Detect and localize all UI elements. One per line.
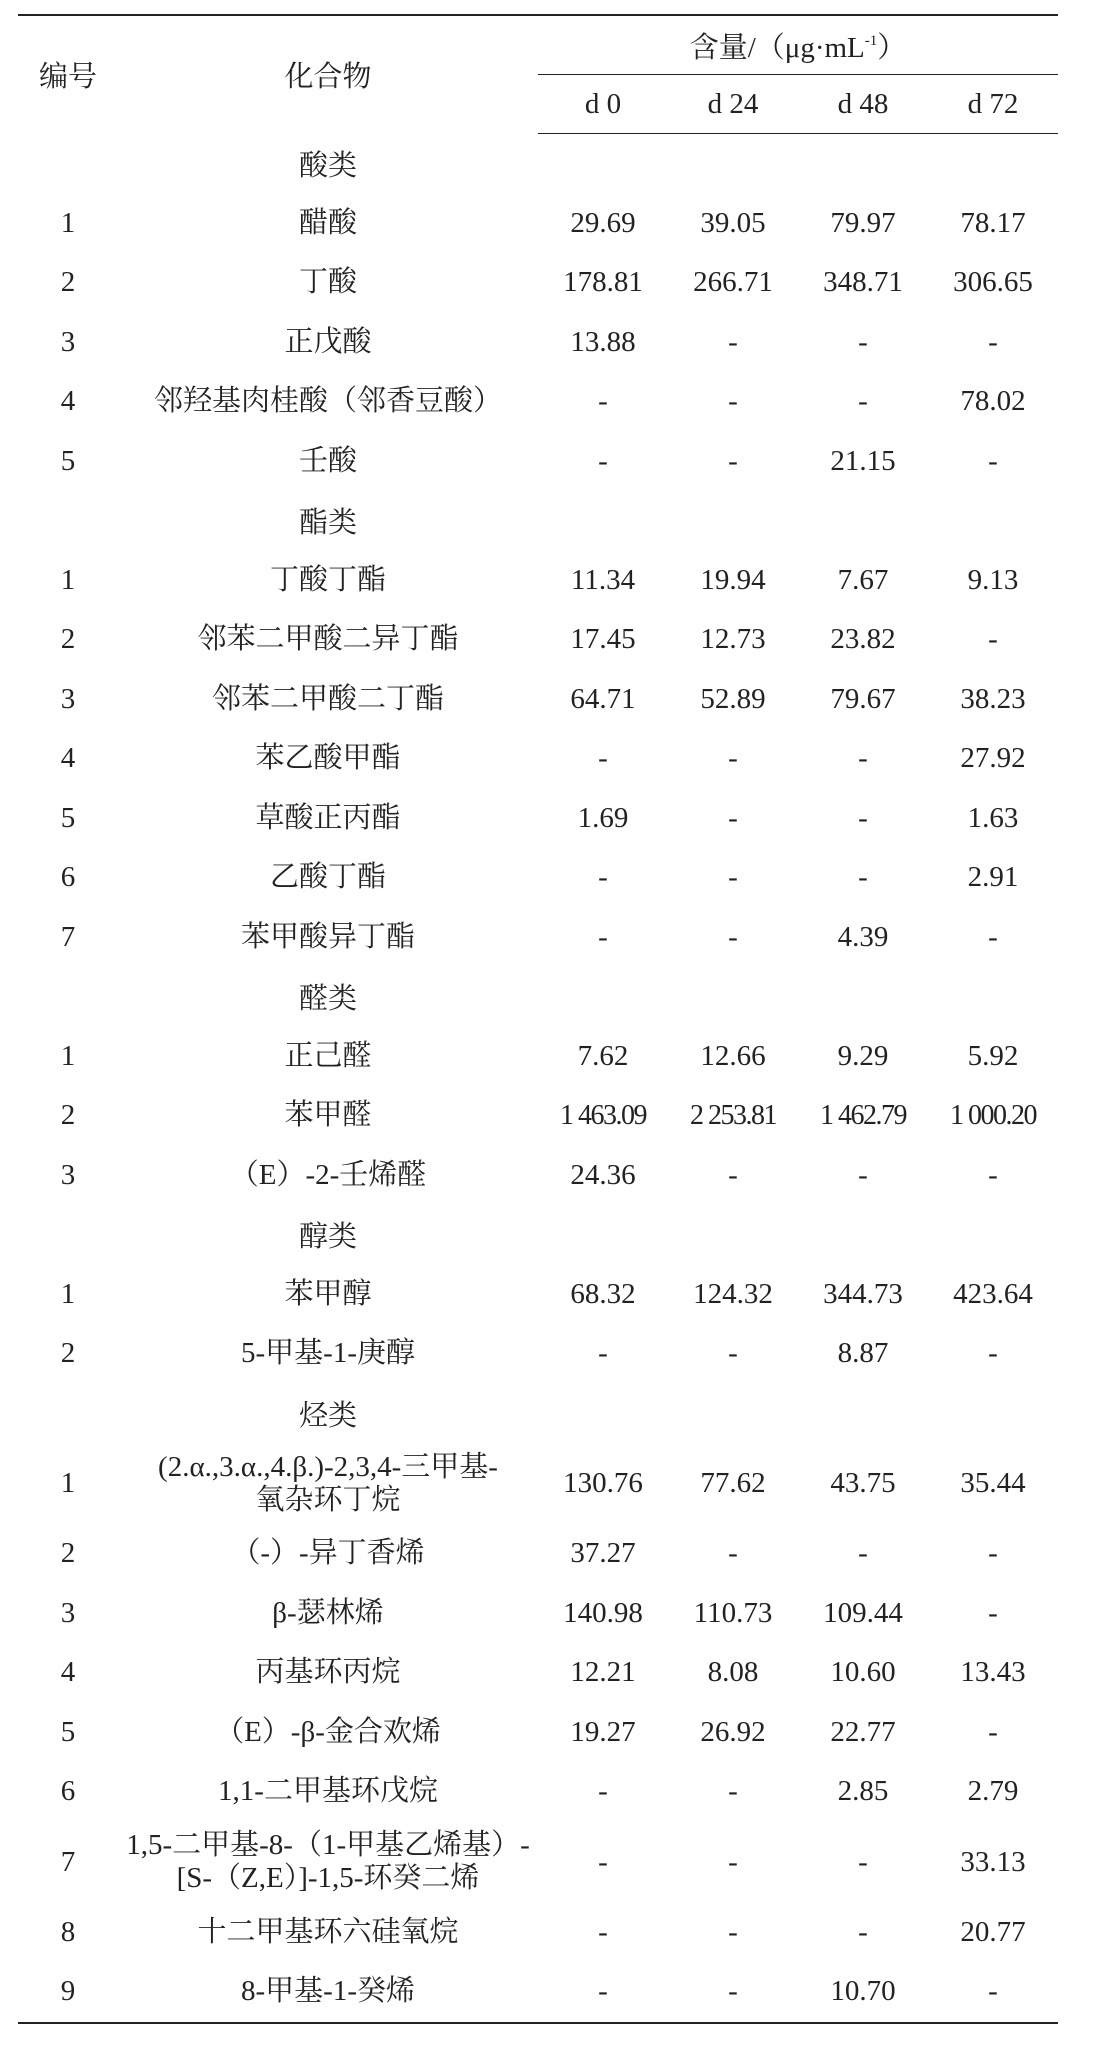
compound-name: 邻苯二甲酸二异丁酯: [197, 623, 459, 656]
value-cell: -: [728, 325, 738, 358]
value-cell: 2.91: [967, 861, 1019, 894]
row-id: 2: [60, 1337, 76, 1370]
category-label: 烃类: [298, 1399, 357, 1432]
row-id: 1: [60, 1039, 76, 1072]
value-cell: 8.08: [707, 1656, 759, 1689]
value-cell: 344.73: [823, 1277, 903, 1310]
category-label: 醛类: [298, 983, 357, 1016]
value-cell: 1.69: [577, 801, 629, 834]
value-cell: 37.27: [570, 1537, 636, 1570]
table-row: [18, 551, 1058, 611]
compound-name: 8-甲基-1-癸烯: [118, 1962, 538, 2023]
row-id: 6: [60, 1775, 76, 1808]
compound-name-line1: 1,5-二甲基-8-（1-甲基乙烯基）-: [126, 1829, 530, 1861]
table-row: [18, 1524, 1058, 1584]
category-empty-cell: [18, 1205, 118, 1265]
value-cell: 9.29: [837, 1039, 889, 1072]
category-label: 酸类: [298, 150, 357, 182]
value-cell: -: [598, 1845, 608, 1878]
value-cell: 29.69: [570, 206, 636, 239]
row-id: 3: [60, 1596, 76, 1629]
value-cell: 2 253.81: [690, 1099, 776, 1131]
value-cell: 64.71: [570, 682, 636, 715]
compound-name: 丁酸丁酯: [269, 563, 386, 596]
row-id: 1: [60, 1277, 76, 1310]
compound-name: 正戊酸: [284, 325, 372, 358]
value-cell: -: [598, 742, 608, 775]
header-day-24: d 24: [668, 75, 798, 134]
value-cell: -: [988, 920, 998, 953]
category-empty-cell: [538, 134, 668, 194]
compound-name: 丙基环丙烷: [255, 1656, 401, 1689]
compound-name: （E）-β-金合欢烯: [215, 1715, 441, 1748]
compound-name: 草酸正丙酯: [255, 801, 401, 834]
table-row: [18, 1086, 1058, 1146]
row-id: 1: [60, 206, 76, 239]
row-id: 2: [60, 623, 76, 656]
value-cell: -: [728, 1537, 738, 1570]
value-cell: 1 000.20: [950, 1099, 1036, 1131]
value-cell: -: [858, 385, 868, 418]
value-cell: 12.73: [700, 623, 766, 656]
compound-name-line1: (2.α.,3.α.,4.β.)-2,3,4-三甲基-: [158, 1450, 498, 1483]
value-cell: -: [598, 861, 608, 894]
value-cell: -: [988, 1715, 998, 1748]
compound-name: （E）-2-壬烯醛: [229, 1158, 427, 1191]
value-cell: -: [728, 1915, 738, 1948]
value-cell: 33.13: [960, 1845, 1026, 1878]
value-cell: -: [988, 1596, 998, 1629]
value-cell: 35.44: [960, 1467, 1026, 1499]
row-id: 3: [60, 325, 76, 358]
value-cell: -: [728, 444, 738, 477]
compound-name: 1,1-二甲基环戊烷: [218, 1775, 438, 1808]
compound-name: 壬酸: [298, 444, 357, 477]
category-empty-cell: [928, 967, 1058, 1027]
category-empty-cell: [18, 1384, 118, 1444]
category-empty-cell: [538, 491, 668, 551]
value-cell: 79.97: [830, 206, 896, 239]
compound-name: 苯乙酸甲酯: [255, 742, 401, 775]
table-row: [18, 253, 1058, 313]
value-cell: -: [728, 1337, 738, 1370]
value-cell: 19.94: [700, 563, 766, 596]
header-id: 编号: [18, 15, 118, 134]
value-cell: -: [858, 801, 868, 834]
row-id: 4: [60, 742, 76, 775]
header-day-48: d 48: [798, 75, 928, 134]
category-empty-cell: [668, 491, 798, 551]
table-row: [18, 1822, 1058, 1903]
value-cell: 1 462.79: [820, 1099, 906, 1131]
header-content-close: ）: [877, 31, 907, 64]
compound-name: 邻羟基肉桂酸（邻香豆酸）: [153, 385, 502, 418]
row-id: 3: [60, 682, 76, 715]
compound-name: 正己醛: [284, 1039, 372, 1072]
value-cell: 23.82: [830, 623, 896, 656]
table-row: [18, 670, 1058, 730]
value-cell: 2.79: [967, 1775, 1019, 1808]
table-row: [18, 729, 1058, 789]
value-cell: 11.34: [570, 563, 636, 596]
value-cell: -: [598, 1775, 608, 1808]
row-id: 4: [60, 1656, 76, 1689]
row-id: 9: [18, 1962, 118, 2023]
value-cell: 77.62: [700, 1467, 766, 1499]
row-id: 6: [60, 861, 76, 894]
value-cell: 78.02: [960, 385, 1026, 418]
compound-name: 邻苯二甲酸二丁酯: [211, 682, 444, 715]
category-empty-cell: [928, 491, 1058, 551]
value-cell: -: [598, 1915, 608, 1948]
table-row: [18, 1324, 1058, 1384]
table-row: [18, 1146, 1058, 1206]
table-header: [18, 15, 1058, 134]
value-cell: -: [668, 1962, 798, 2023]
value-cell: 52.89: [700, 682, 766, 715]
table-row: [18, 194, 1058, 254]
value-cell: 110.73: [693, 1596, 773, 1629]
category-label: 醇类: [298, 1221, 357, 1254]
value-cell: 13.88: [570, 325, 636, 358]
value-cell: 124.32: [693, 1277, 773, 1310]
value-cell: -: [988, 1537, 998, 1570]
row-id: 7: [60, 920, 76, 953]
value-cell: -: [858, 1537, 868, 1570]
value-cell: 43.75: [830, 1467, 896, 1499]
table-body: [18, 134, 1058, 2023]
compound-name: 5-甲基-1-庚醇: [241, 1337, 415, 1370]
compound-content-table: [18, 14, 1058, 2024]
table-row: [18, 1443, 1058, 1524]
value-cell: -: [728, 861, 738, 894]
header-day-0: d 0: [538, 75, 668, 134]
table-row: [18, 610, 1058, 670]
category-empty-cell: [798, 967, 928, 1027]
category-row: [18, 134, 1058, 194]
category-empty-cell: [798, 1384, 928, 1444]
value-cell: -: [858, 1845, 868, 1878]
table-row: [18, 1762, 1058, 1822]
value-cell: 10.60: [830, 1656, 896, 1689]
value-cell: -: [858, 1915, 868, 1948]
category-row: [18, 1384, 1058, 1444]
value-cell: 306.65: [953, 266, 1033, 299]
value-cell: -: [728, 1158, 738, 1191]
value-cell: 178.81: [563, 266, 643, 299]
table-row: [18, 1265, 1058, 1325]
value-cell: -: [858, 1158, 868, 1191]
category-row: [18, 967, 1058, 1027]
row-id: 8: [60, 1915, 76, 1948]
header-day-72: d 72: [928, 75, 1058, 134]
category-empty-cell: [18, 491, 118, 551]
value-cell: 1 463.09: [560, 1099, 646, 1131]
compound-name: 醋酸: [298, 206, 357, 239]
category-empty-cell: [668, 1205, 798, 1265]
table-row: [18, 1962, 1058, 2023]
value-cell: -: [598, 444, 608, 477]
row-id: 5: [60, 1715, 76, 1748]
category-empty-cell: [928, 134, 1058, 194]
value-cell: 26.92: [700, 1715, 766, 1748]
table-row: [18, 1643, 1058, 1703]
row-id: 1: [60, 563, 76, 596]
category-empty-cell: [538, 967, 668, 1027]
value-cell: -: [988, 1337, 998, 1370]
value-cell: -: [728, 742, 738, 775]
row-id: 7: [60, 1845, 76, 1878]
table-row: [18, 313, 1058, 373]
compound-name: [118, 1822, 538, 1903]
value-cell: -: [538, 1962, 668, 2023]
table-row: [18, 1584, 1058, 1644]
value-cell: 17.45: [570, 623, 636, 656]
value-cell: -: [988, 444, 998, 477]
value-cell: 109.44: [823, 1596, 903, 1629]
value-cell: 7.67: [837, 563, 889, 596]
header-content-label: 含量/（μg·mL: [689, 31, 865, 64]
compound-name-line2: [S-（Z,E）]-1,5-环癸二烯: [176, 1862, 480, 1894]
value-cell: 78.17: [960, 206, 1026, 239]
category-row: [18, 1205, 1058, 1265]
compound-name-line2: 氧杂环丁烷: [255, 1483, 401, 1516]
value-cell: 38.23: [960, 682, 1026, 715]
value-cell: -: [728, 1845, 738, 1878]
value-cell: -: [858, 742, 868, 775]
value-cell: 5.92: [967, 1039, 1019, 1072]
compound-name: β-瑟林烯: [272, 1596, 384, 1629]
compound-name: 苯甲醇: [284, 1277, 372, 1310]
row-id: 2: [60, 1537, 76, 1570]
value-cell: 24.36: [570, 1158, 636, 1191]
compound-name: 十二甲基环六硅氧烷: [197, 1915, 459, 1948]
category-empty-cell: [668, 967, 798, 1027]
compound-name: 苯甲醛: [284, 1099, 372, 1132]
category-empty-cell: [538, 1384, 668, 1444]
header-content: [538, 15, 1058, 75]
category-empty-cell: [538, 1205, 668, 1265]
row-id: 1: [60, 1467, 76, 1499]
value-cell: 12.66: [700, 1039, 766, 1072]
category-empty-cell: [928, 1384, 1058, 1444]
row-id: 5: [60, 444, 76, 477]
value-cell: -: [858, 325, 868, 358]
table-row: [18, 1903, 1058, 1963]
value-cell: 22.77: [830, 1715, 896, 1748]
value-cell: -: [928, 1962, 1058, 2023]
value-cell: -: [598, 385, 608, 418]
compound-name: 苯甲酸异丁酯: [240, 920, 415, 953]
value-cell: 4.39: [837, 920, 889, 953]
table-row: [18, 1703, 1058, 1763]
row-id: 2: [60, 1099, 76, 1132]
category-row: [18, 491, 1058, 551]
category-empty-cell: [798, 134, 928, 194]
row-id: 2: [60, 266, 76, 299]
table-row: [18, 848, 1058, 908]
table-row: [18, 432, 1058, 492]
header-compound: 化合物: [118, 15, 538, 134]
value-cell: 21.15: [830, 444, 896, 477]
value-cell: 423.64: [953, 1277, 1033, 1310]
table-row: [18, 789, 1058, 849]
value-cell: 79.67: [830, 682, 896, 715]
value-cell: -: [728, 385, 738, 418]
category-label: 酯类: [298, 507, 357, 540]
header-content-unit-exponent: -1: [864, 32, 878, 49]
value-cell: 348.71: [823, 266, 903, 299]
value-cell: 39.05: [700, 206, 766, 239]
value-cell: 7.62: [577, 1039, 629, 1072]
compound-name: 丁酸: [298, 266, 357, 299]
value-cell: -: [728, 801, 738, 834]
category-empty-cell: [928, 1205, 1058, 1265]
value-cell: 19.27: [570, 1715, 636, 1748]
table-row: [18, 1027, 1058, 1087]
compound-name: 乙酸丁酯: [269, 861, 386, 894]
value-cell: -: [598, 920, 608, 953]
value-cell: 266.71: [693, 266, 773, 299]
compound-name: （-）-异丁香烯: [231, 1537, 425, 1570]
value-cell: -: [988, 623, 998, 656]
value-cell: 130.76: [563, 1467, 643, 1499]
row-id: 3: [60, 1158, 76, 1191]
category-empty-cell: [668, 1384, 798, 1444]
value-cell: 13.43: [960, 1656, 1026, 1689]
category-empty-cell: [798, 1205, 928, 1265]
value-cell: -: [728, 1775, 738, 1808]
value-cell: -: [598, 1337, 608, 1370]
table-row: [18, 908, 1058, 968]
compound-name: [118, 1443, 538, 1524]
value-cell: -: [988, 1158, 998, 1191]
value-cell: 2.85: [837, 1775, 889, 1808]
value-cell: 9.13: [967, 563, 1019, 596]
value-cell: -: [728, 920, 738, 953]
value-cell: 20.77: [960, 1915, 1026, 1948]
value-cell: 8.87: [837, 1337, 889, 1370]
category-empty-cell: [18, 967, 118, 1027]
category-empty-cell: [18, 134, 118, 194]
value-cell: 10.70: [798, 1962, 928, 2023]
row-id: 4: [60, 385, 76, 418]
value-cell: 12.21: [570, 1656, 636, 1689]
value-cell: 68.32: [570, 1277, 636, 1310]
value-cell: -: [988, 325, 998, 358]
table-row: [18, 372, 1058, 432]
value-cell: 1.63: [967, 801, 1019, 834]
value-cell: -: [858, 861, 868, 894]
value-cell: 27.92: [960, 742, 1026, 775]
value-cell: 140.98: [563, 1596, 643, 1629]
category-empty-cell: [798, 491, 928, 551]
row-id: 5: [60, 801, 76, 834]
category-empty-cell: [668, 134, 798, 194]
